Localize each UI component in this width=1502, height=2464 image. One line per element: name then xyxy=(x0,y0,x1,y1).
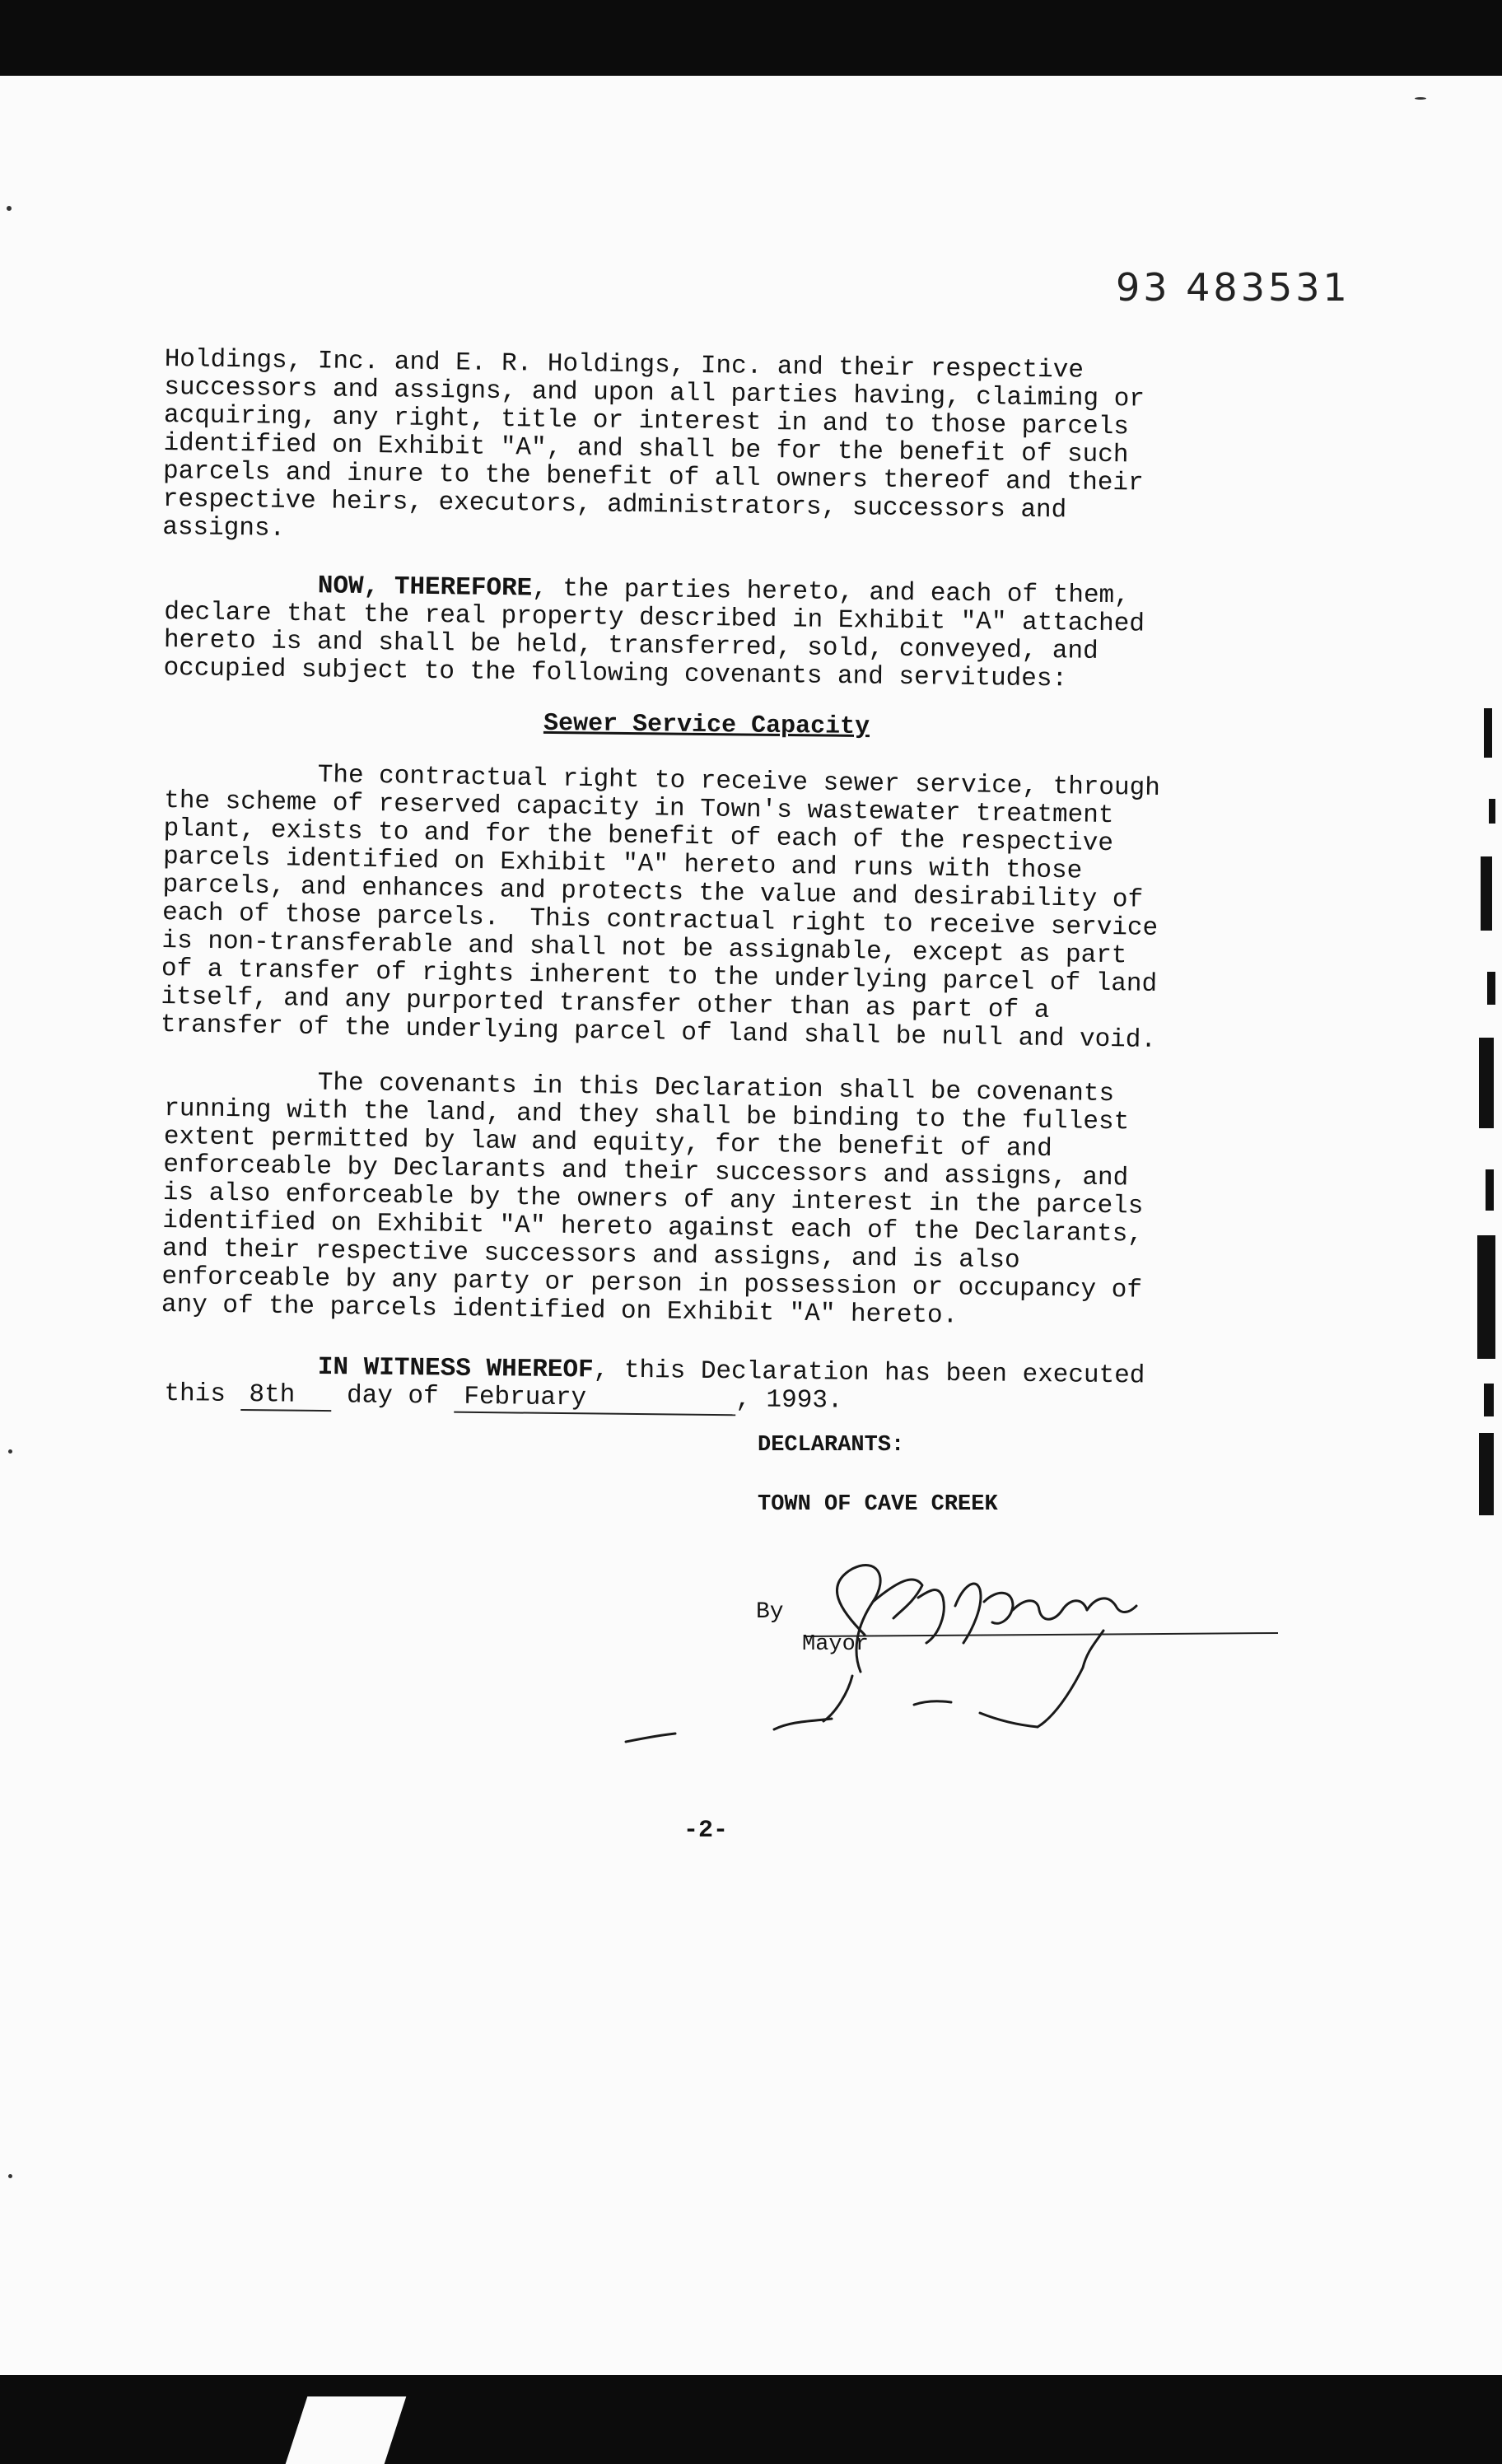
in-witness-this: this xyxy=(164,1379,241,1409)
now-therefore-lead: NOW, THEREFORE xyxy=(317,572,533,604)
page-number: -2- xyxy=(683,1817,729,1845)
scan-border-top xyxy=(0,0,1502,76)
scan-edge-right xyxy=(1467,708,1502,1532)
paragraph-in-witness xyxy=(164,1352,1293,1421)
execution-year: , 1993. xyxy=(735,1385,843,1416)
in-witness-lead: IN WITNESS WHEREOF xyxy=(317,1352,594,1385)
recording-number: 93 483531 xyxy=(1116,265,1350,310)
in-witness-text: , this Declaration has been executed xyxy=(593,1356,1145,1391)
in-witness-day-of: day of xyxy=(331,1381,455,1412)
scan-border-bottom xyxy=(0,2375,1502,2464)
execution-day: 8th xyxy=(240,1381,331,1412)
paragraph-parties: Holdings, Inc. and E. R. Holdings, Inc. and their respective successors and assigns, and upon all parties having, claiming or acquiring, any right, title or interest in and to those parcels identified on Exhibit "A", and shall be for the benefit of such parcels and inure to the benefit of all owners thereof and their respective heirs, executors, administrators, successors and assigns. xyxy=(162,345,1145,544)
scan-speck xyxy=(7,206,12,211)
declarants-label: DECLARANTS: xyxy=(758,1433,905,1458)
section-heading: Sewer Service Capacity xyxy=(543,709,870,742)
scan-speck xyxy=(8,1449,12,1454)
scan-speck xyxy=(8,2174,12,2178)
signer-title: Mayor xyxy=(802,1632,870,1657)
declarant-entity: TOWN OF CAVE CREEK xyxy=(758,1492,998,1517)
paragraph-covenants: The covenants in this Declaration shall be covenants running with the land, and they shall be binding to the fullest extent permitted by law and equity, for the benefit of and enforceable by Declarants and their successors and assigns, and is also enforceable by the owners of any interest in the parcels identified on Exhibit "A" hereto against each of the Declarants, and their respective successors and assigns, and is also enforceable by any party or person in possession or occupancy of any of the parcels identified on Exhibit "A" hereto. xyxy=(161,1066,1144,1331)
paragraph-now-therefore xyxy=(163,571,1293,697)
execution-month: February xyxy=(454,1384,735,1416)
by-label: By xyxy=(756,1599,784,1625)
handwritten-signature xyxy=(527,1552,1268,1754)
scan-speck xyxy=(1415,97,1426,100)
paragraph-sewer-service: The contractual right to receive sewer service, through the scheme of reserved capacity in Town's wastewater treatment plant, exists to and for the benefit of each of the respective parcels identified on Exhibit "A" hereto and runs with those parcels, and enhances and protects the value and desirability of each of those parcels. This contractual right to receive service is non-transferable and shall not be assignable, except as part of a transfer of rights inherent to the underlying parcel of land itself, and any purported transfer other than as part of a transfer of the underlying parcel of land shall be null and void. xyxy=(160,758,1161,1055)
now-therefore-text: , the parties hereto, and each of them, declare that the real property described in Exhibit "A" attached hereto is and shall be held, transferred, sold, conveyed, and occupied subject to the following covenants and servitudes: xyxy=(163,574,1145,694)
